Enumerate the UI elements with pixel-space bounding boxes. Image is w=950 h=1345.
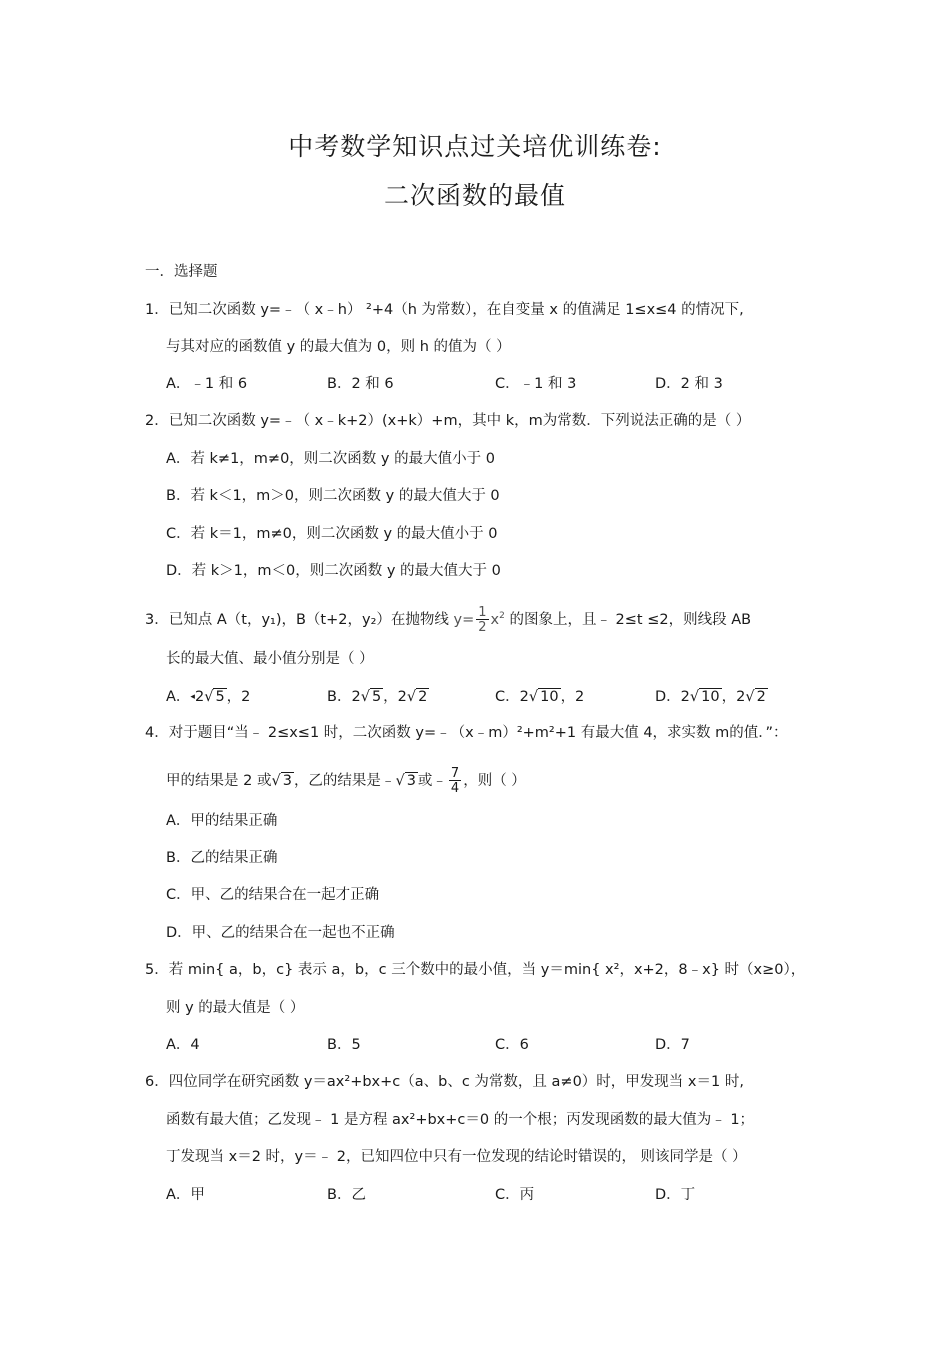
- question-4-option-a[interactable]: A．甲的结果正确: [166, 813, 278, 829]
- fraction-one-half: $\frac{1}{2}$: [478, 605, 487, 635]
- question-1-line2: 与其对应的函数值 y 的最大值为 0，则 h 的值为（ ）: [166, 339, 511, 355]
- question-4-option-b[interactable]: B．乙的结果正确: [166, 850, 278, 866]
- question-6-option-a[interactable]: A．甲: [166, 1187, 205, 1203]
- question-2-option-d[interactable]: D．若 k＞1，m＜0，则二次函数 y 的最大值大于 0: [166, 563, 501, 579]
- question-1-option-d[interactable]: D．2 和 3: [655, 376, 723, 392]
- question-3-line1: [145, 606, 751, 634]
- question-4-option-d[interactable]: D．甲、乙的结果合在一起也不正确: [166, 925, 395, 941]
- fraction-seven-quarters: $\frac{7}{4}$: [450, 766, 460, 796]
- sqrt-icon: √ 3: [271, 773, 292, 789]
- question-3-suffix: 的图象上，且﹣ 2≤t ≤2，则线段 AB: [509, 612, 752, 628]
- question-6-option-b[interactable]: B．乙: [327, 1187, 366, 1203]
- sqrt-icon: √ 10: [528, 689, 559, 705]
- question-1-option-c[interactable]: C．﹣1 和 3: [495, 376, 577, 392]
- sqrt-icon: √ 5: [360, 689, 382, 705]
- sqrt-icon: √ 10: [689, 689, 720, 705]
- sqrt-icon: √ 3: [395, 773, 416, 789]
- question-2-option-a[interactable]: A．若 k≠1，m≠0，则二次函数 y 的最大值小于 0: [166, 451, 495, 467]
- question-5-line2: 则 y 的最大值是（ ）: [166, 1000, 305, 1016]
- question-6-line3: 丁发现当 x＝2 时，y＝﹣ 2，已知四位中只有一位发现的结论时错误的， 则该同学是（ ）: [166, 1149, 747, 1165]
- question-1-line1: 1．已知二次函数 y=﹣（ x﹣h） ²+4（h 为常数），在自变量 x 的值满足 1≤x≤4 的情况下,: [145, 302, 744, 318]
- question-5-option-b[interactable]: B．5: [327, 1037, 361, 1053]
- question-6-line1: 6．四位同学在研究函数 y＝ax²+bx+c（a、b、c 为常数，且 a≠0）时，甲发现当 x＝1 时,: [145, 1074, 744, 1090]
- question-3-option-d[interactable]: D．2√ 10 ，2√ 2: [655, 689, 766, 705]
- sqrt-icon: √ 2: [406, 689, 428, 705]
- question-3-option-a[interactable]: A．◂2√ 5 ，2: [166, 689, 251, 705]
- question-5-option-a[interactable]: A．4: [166, 1037, 200, 1053]
- question-4-line2: 甲的结果是 2 或√ 3 ，乙的结果是﹣√ 3 或﹣ $\frac{7}{4}$ ，则（ ）: [166, 766, 526, 796]
- question-3-line2: 长的最大值、最小值分别是（ ）: [166, 651, 374, 667]
- question-5-option-d[interactable]: D．7: [655, 1037, 690, 1053]
- page-title-line2: 二次函数的最值: [383, 181, 566, 210]
- question-6-line2: 函数有最大值；乙发现﹣ 1 是方程 ax²+bx+c＝0 的一个根；丙发现函数的最大值为﹣ 1；: [166, 1112, 755, 1128]
- question-6-option-d[interactable]: D．丁: [655, 1187, 696, 1203]
- page-title-line1: 中考数学知识点过关培优训练卷:: [288, 132, 662, 161]
- section-heading: 一．选择题: [145, 264, 218, 280]
- question-5-option-c[interactable]: C．6: [495, 1037, 529, 1053]
- question-2-option-b[interactable]: B．若 k＜1，m＞0，则二次函数 y 的最大值大于 0: [166, 488, 500, 504]
- question-1-option-b[interactable]: B．2 和 6: [327, 376, 394, 392]
- question-2-option-c[interactable]: C．若 k＝1，m≠0，则二次函数 y 的最大值小于 0: [166, 526, 498, 542]
- sqrt-icon: √ 2: [745, 689, 766, 705]
- question-3-prefix: 3．已知点 A（t，y₁)，B（t+2，y₂）在抛物线: [145, 612, 449, 628]
- question-3-option-b[interactable]: B．2√ 5 ，2√ 2: [327, 689, 428, 705]
- sqrt-icon: √ 5: [204, 689, 225, 705]
- parabola-equation: y= $\frac{1}{2}$ $x^2$: [453, 605, 505, 635]
- question-1-option-a[interactable]: A．﹣1 和 6: [166, 376, 248, 392]
- question-4-line1: 4．对于题目“当﹣ 2≤x≤1 时，二次函数 y=﹣（x﹣m）²+m²+1 有最大值 4，求实数 m的值．”：: [145, 725, 788, 741]
- question-2-line1: 2．已知二次函数 y=﹣（ x﹣k+2）(x+k）+m，其中 k，m为常数．下列说法正确的是（ ）: [145, 413, 751, 429]
- question-6-option-c[interactable]: C．丙: [495, 1187, 535, 1203]
- question-5-line1: 5．若 min{ a，b，c} 表示 a，b，c 三个数中的最小值，当 y＝min{ x²，x+2，8﹣x} 时（x≥0），: [145, 962, 806, 978]
- question-3-option-c[interactable]: C．2√ 10 ，2: [495, 689, 585, 705]
- question-4-option-c[interactable]: C．甲、乙的结果合在一起才正确: [166, 887, 380, 903]
